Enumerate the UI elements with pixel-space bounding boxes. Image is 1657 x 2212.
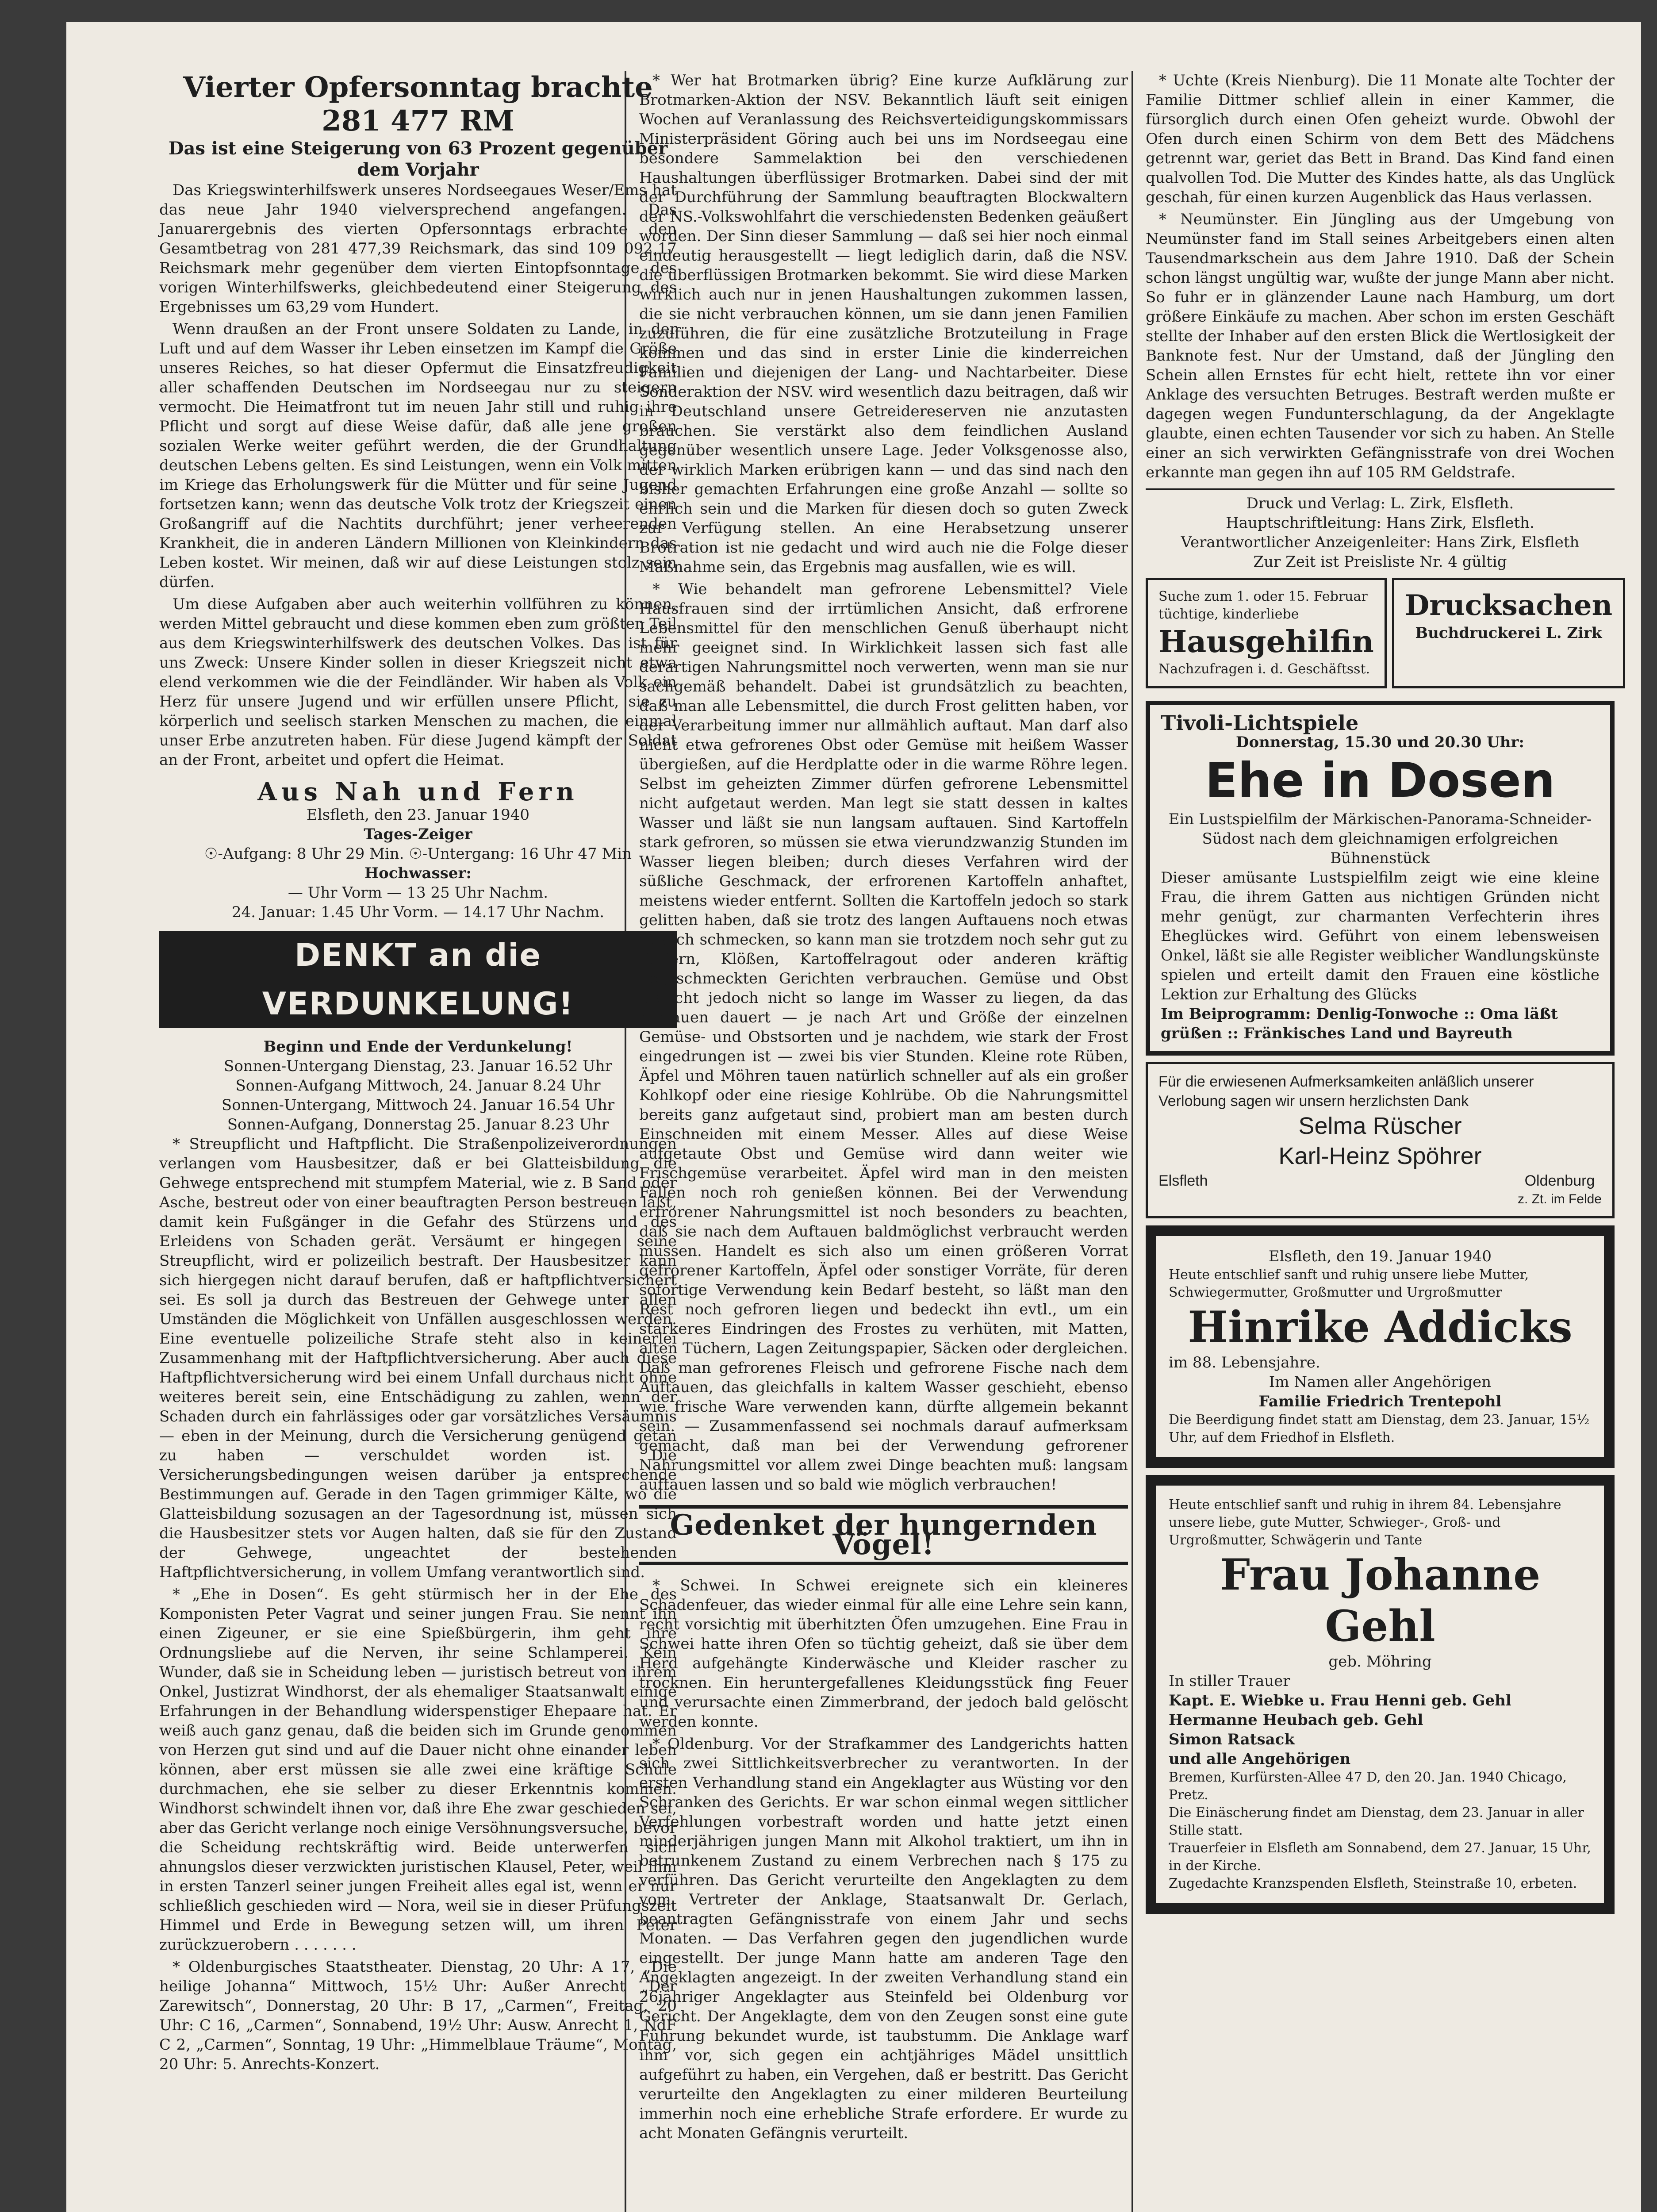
blackout-time: Sonnen-Aufgang Mittwoch, 24. Januar 8.24 Uhr [235, 1077, 601, 1094]
ad-title: Drucksachen [1404, 589, 1613, 622]
small-ads-row [1146, 572, 1615, 695]
obituary-family-intro: Im Namen aller Angehörigen [1269, 1373, 1492, 1391]
ad-text: Buchdruckerei L. Zirk [1415, 624, 1602, 642]
place: Elsfleth [1158, 1172, 1208, 1189]
article-theater: * Oldenburgisches Staatstheater. Dienstag, 20 Uhr: A 17, „Die heilige Johanna“ Mittwoch, 15½ Uhr: Außer Anrecht „Der Zarewitsch“, Donnerstag, 20 Uhr: B 17, „Carmen“, Freitag, 20 Uhr: C 16, „Carmen“, Sonnabend, 19½ Uhr: Ausw. Anrecht 1, NdF C 2, „Carmen“, Sonntag, 19 Uhr: „Himmelblaue Träume“, Montag, 20 Uhr: 5. Anrechts-Konzert. [159, 1958, 677, 2073]
obituary-funeral: Die Einäscherung findet am Dienstag, dem 23. Januar in aller Stille statt. [1169, 1805, 1584, 1838]
article-uchte: * Uchte (Kreis Nienburg). Die 11 Monate alte Tochter der Familie Dittmer schlief allein in einer Kammer, die fürsorglich durch einen Ofen geheizt wurde. Obwohl der Ofen durch einen Schirm von dem Bett des Mädchens getrennt war, geriet das Bett in Brand. Das Kind fand einen qualvollen Tod. Die Mutter des Kindes hatte, als das Unglück geschah, für einen kurzen Augenblick das Haus verlassen. [1146, 72, 1615, 206]
ad-text: Ein Lustspielfilm der Märkischen-Panorama-Schneider-Südost nach dem gleichnamigen erfolgreichen Bühnenstück [1168, 810, 1592, 867]
article-schwei: * Schwei. In Schwei ereignete sich ein kleineres Schadenfeuer, das wieder einmal für alle eine Lehre sein kann, recht vorsichtig mit überhitzten Öfen umzugehen. Eine Frau in Schwei hatte ihren Ofen so tüchtig geheizt, daß sie über dem Herd aufgehängte Kinderwäsche und Kleider rascher zu trocknen. Ein heruntergefallenes Kleidungsstück fing Feuer und verursachte einen Zimmerbrand, der jedoch bald gelöscht werden konnte. [639, 1577, 1128, 1731]
tageszeiger-title: Tages-Zeiger [364, 826, 472, 843]
obituary-born: geb. Möhring [1328, 1653, 1432, 1671]
place: Oldenburg [1524, 1172, 1595, 1189]
article-gefrorene-lebensmittel: * Wie behandelt man gefrorene Lebensmittel? Viele Hausfrauen sind der irrtümlichen Ansicht, daß erfrorene Lebensmittel für den menschlichen Genuß überhaupt nicht mehr geeignet sind. In Wirklichkeit lassen sich fast alle derartigen Nahrungsmittel noch verwerten, wenn man sie nur sachgemäß behandelt. Dabei ist grundsätzlich zu beachten, daß man alle Lebensmittel, die durch Frost gelitten haben, vor der Verarbeitung immer nur allmählich auftaut. Man darf also nicht etwa gefrorenes Obst oder Gemüse mit heißem Wasser übergießen, auf die Herdplatte oder in die warme Röhre legen. Selbst im geheizten Zimmer dürfen gefrorene Lebensmittel nicht aufgetaut werden. Man legt sie statt dessen in kaltes Wasser und läßt sie nun langsam auftauen. Sind Kartoffeln stark gefroren, so müssen sie etwa vierundzwanzig Stunden im Wasser liegen bleiben; durch dieses Verfahren wird der süßliche Geschmack, der erfrorenen Kartoffeln anhaftet, meistens wieder entfernt. Sollten die Kartoffeln jedoch so stark gelitten haben, daß sie trotz des langen Auftauens noch etwas süßlich schmecken, so kann man sie trotzdem noch sehr gut zu Puffern, Klößen, Kartoffelragout oder anderen kräftig abgeschmeckten Gerichten verbrauchen. Gemüse und Obst braucht jedoch nicht so lange im Wasser zu liegen, da das Auftauen dauert — je nach Art und Größe der einzelnen Gemüse- und Obstsorten und je nachdem, wie stark der Frost eingedrungen ist — zwei bis vier Stunden. Kleine rote Rüben, Äpfel und Möhren tauen natürlich schneller auf als ein großer Kohlkopf oder eine riesige Kohlrübe. Ob die Nahrungsmittel bereits ganz aufgetaut sind, probiert man am besten durch Einschneiden mit einem Messer. Alles auf diese Weise aufgetaute Obst und Gemüse wird dann weiter wie Frischgemüse verarbeitet. Äpfel wird man in den meisten Fällen noch roh genießen können. Bei der Verwendung erfrorener Nahrungsmittel ist noch besonders zu beachten, daß sie nach dem Auftauen baldmöglichst verbraucht werden müssen. Handelt es sich also um einen größeren Vorrat gefrorener Kartoffeln, Äpfel oder sonstiger Vorräte, für deren sofortige Verwendung kein Bedarf besteht, so läßt man den Rest noch gefroren liegen und bedeckt ihn evtl., um ein stärkeres Eindringen des Frostes zu verhüten, mit Matten, alten Tüchern, Lagen Zeitungspapier, Säcken oder dergleichen. Daß man gefrorenes Fleisch und gefrorene Fische nach dem Auftauen, das gleichfalls in kaltem Wasser geschieht, ebenso wie frische Ware verwenden kann, dürfte allgemein bekannt sein. — Zusammenfassend sei nochmals darauf aufmerksam gemacht, daß man bei der Verwendung gefrorener Nahrungsmittel vor allem zwei Dinge beachten muß: langsam auftauen lassen und so bald wie möglich verbrauchen! [639, 580, 1128, 1494]
article-neumuenster: * Neumünster. Ein Jüngling aus der Umgebung von Neumünster fand im Stall seines Arbeitgebers einen alten Tausendmarkschein aus dem Jahre 1910. Daß der Schein schon längst ungültig war, wußte der junge Mann aber nicht. So fuhr er in glänzender Laune nach Hamburg, um dort größere Einkäufe zu machen. Aber schon im ersten Geschäft stellte der Inhaber auf den ersten Blick die Wertlosigkeit der Banknote fest. Nur der Umstand, daß der Jüngling den Schein allen Ernstes für echt hielt, rettete ihn vor einer Anklage des versuchten Betruges. Bestraft werden mußte er dagegen wegen Fundunterschlagung, da der Angeklagte glaubte, einen echten Tausender vor sich zu haben. An Stelle einer an sich verwirkten Gefängnisstrafe von drei Wochen erkannte man gegen ihn auf 105 RM Geldstrafe. [1146, 211, 1615, 481]
article-oldenburg: * Oldenburg. Vor der Strafkammer des Landgerichts hatten sich zwei Sittlichkeitsverbrecher zu verantworten. In der ersten Verhandlung stand ein Angeklagter aus Wüsting vor den Schranken des Gerichts. Er war schon einmal wegen sittlicher Verfehlungen vorbestraft worden und hatte jetzt einen minderjährigen jungen Mann mit Alkohol traktiert, um ihn in betrunkenem Zustand zu einem Verbrechen nach § 175 zu verführen. Das Gericht verurteilte den Angeklagten zu dem vom Vertreter der Anklage, Staatsanwalt Dr. Gerlach, beantragten Gefängnisstrafe von einem Jahr und sechs Monaten. — Das Verfahren gegen den jugendlichen wurde eingestellt. Der junge Mann hatte am anderen Tage den Angeklagten angezeigt. In der zweiten Verhandlung stand ein 26jähriger Angeklagter aus Steinfeld bei Oldenburg vor Gericht. Der Angeklagte, dem von den Zeugen sonst eine gute Führung bekundet wurde, ist taubstumm. Die Anklage warf ihm vor, sich gegen ein achtjähriges Mädel unsittlich aufgeführt zu haben, ein Vergehen, daß er bestritt. Das Gericht verurteilte den Angeklagten zu einer milderen Beurteilung immerhin noch eine erhebliche Strafe erfordere. Er wurde zu acht Monaten Gefängnis verurteilt. [639, 1735, 1128, 2142]
ad-obituary [1146, 1475, 1615, 1914]
section-title: Aus Nah und Fern [257, 777, 579, 806]
obituary-name: Hinrike Addicks [1188, 1302, 1573, 1352]
column-right [1146, 71, 1615, 1921]
ad-tivoli [1146, 701, 1615, 1056]
ad-title: Tivoli-Lichtspiele [1161, 711, 1359, 735]
article-ehe-in-dosen: * „Ehe in Dosen“. Es geht stürmisch her in der Ehe des Komponisten Peter Vagrat und seiner jungen Frau. Sie nennt ihn einen Zigeuner, er sie eine Spießbürgerin, ihm geht ihre Ordnungsliebe auf die Nerven, ihr seine Schlamperei. Kein Wunder, daß sie in Scheidung leben — juristisch betreut von ihrem Onkel, Justizrat Windhorst, der als ehemaliger Staatsanwalt einige Erfahrungen in der Behandlung widerspenstiger Ehepaare hat. Er weiß auch ganz genau, daß die beiden sich im Grunde genommen von Herzen gut sind und auf die Dauer nicht ohne einander leben können, aber erst müssen sie alle zwei eine kräftige Schule durchmachen, ehe sie selber zu dieser Erkenntnis kommen. Windhorst schwindelt ihnen vor, daß ihre Ehe zwar geschieden sei, aber das Gericht verlange noch einige Versöhnungsversuche, bevor die Scheidung rechtskräftig wird. Beide unterwerfen sich ahnungslos dieser verzwickten juristischen Klausel, Peter, weil ihm in ersten Tanzerl seiner jungen Freiheit alles egal ist, wenn er nur schließlich geschieden wird — Nora, weil sie in dieser Prüfungszeit Himmel und Erde in Bewegung setzen will, um ihren Peter zurückzuerobern . . . . . . . [159, 1586, 677, 1954]
column-rule [1132, 71, 1133, 2212]
ad-title: Hausgehilfin [1158, 624, 1374, 660]
obituary-family: Hermanne Heubach geb. Gehl [1169, 1711, 1423, 1729]
film-title: Ehe in Dosen [1205, 753, 1555, 808]
ad-obituary [1146, 1225, 1615, 1468]
blackout-title: Beginn und Ende der Verdunkelung! [263, 1038, 573, 1056]
obituary-funeral: Die Beerdigung findet statt am Dienstag, dem 23. Januar, 15½ Uhr, auf dem Friedhof in Elsfleth. [1169, 1412, 1590, 1445]
newspaper-page [66, 22, 1641, 2212]
ad-text: Nachzufragen i. d. Geschäftsst. [1158, 661, 1370, 677]
ad-text: Dieser amüsante Lustspielfilm zeigt wie eine kleine Frau, die ihrem Gatten aus nichtigen Gründen nicht mehr genügt, zur charmanten Verfechterin ihres Eheglückes wird. Geführt von einem lebensweisen Onkel, läßt sie alle Register weiblicher Wandlungskünste spielen und erteilt damit den Frauen eine köstliche Lektion zur Erhaltung des Glücks [1161, 869, 1599, 1003]
column-middle [639, 71, 1128, 2146]
blackout-time: Sonnen-Untergang, Mittwoch 24. Januar 16.54 Uhr [221, 1096, 615, 1114]
person-name: Karl-Heinz Spöhrer [1278, 1143, 1482, 1169]
imprint-line: Druck und Verlag: L. Zirk, Elsfleth. [1246, 495, 1514, 512]
hochwasser-line: 24. Januar: 1.45 Uhr Vorm. — 14.17 Uhr Nachm. [231, 903, 605, 921]
imprint [1146, 488, 1615, 572]
article-brotmarken: * Wer hat Brotmarken übrig? Eine kurze Aufklärung zur Brotmarken-Aktion der NSV. Bekanntlich läuft seit einigen Wochen auf Veranlassung des Reichsverteidigungskommissars Ministerpräsident Göring auch bei uns im Nordseegau eine besondere Sammelaktion bei den verschiedenen Haushaltungen überflüssiger Brotmarken. Dabei sind der mit der Durchführung der Sammlung beauftragten Blockwaltern der NS.-Volkswohlfahrt die verschiedensten Bedenken geäußert worden. Der Sinn dieser Sammlung — daß sei hier noch einmal eindeutig herausgestellt — liegt lediglich darin, daß die NSV. die überflüssigen Brotmarken bekommt. Sie wird diese Marken wirklich auch nur in jenen Haushaltungen zukommen lassen, die sie nicht verbrauchen können, um sie dann jenen Familien zuzuführen, die für eine zusätzliche Brotzuteilung in Frage kommen und das sind in erster Linie die kinderreichen Familien und diejenigen der Lang- und Nachtarbeiter. Diese Sonderaktion der NSV. wird wesentlich dazu beitragen, daß wir in Deutschland unsere Getreidereserven nie anzutasten brauchen. Sie verstärkt also dem feindlichen Ausland gegenüber wesentlich unsere Lage. Jeder Volksgenosse also, der wirklich Marken erübrigen kann — und das sind nach den bisher gemachten Erfahrungen eine große Anzahl — sollte so ehrlich sein und die Marken für diesen doch so guten Zweck zur Verfügung stellen. An eine Herabsetzung unserer Brotration ist nie gedacht und wird auch nie die Folge dieser Maßnahme sein, das Ergebnis mag ausfallen, wie es will. [639, 72, 1128, 576]
imprint-line: Verantwortlicher Anzeigenleiter: Hans Zirk, Elsfleth [1181, 534, 1580, 551]
article-paragraph: Wenn draußen an der Front unsere Soldaten zu Lande, in der Luft und auf dem Wasser ihr Leben einsetzen im Kampf die Größe unseres Reiches, so hat dieser Opfermut die Einsatzfreudigkeit aller schaffenden Deutschen im Nordseegau nur zu steigern vermocht. Die Heimatfront tut im neuen Jahr still und ruhig ihre Pflicht und sorgt auf diese Weise dafür, daß alle jene großen sozialen Werke weiter geführt werden, die der Grundhaltung deutschen Lebens gelten. Es sind Leistungen, wenn ein Volk mitten im Kriege das Erholungswerk für die Mütter und für seine Jugend fortsetzen kann; wenn das deutsche Volk trotz der Kriegszeit einen Großangriff auf die Nachtits durchführt; jener verheerenden Krankheit, die in anderen Ländern Millionen von Kleinkindern das Leben kostet. Wir meinen, daß wir auf diese Leistungen stolz sein dürfen. [159, 320, 677, 591]
ad-program: Im Beiprogramm: Denlig-Tonwoche :: Oma läßt grüßen :: Fränkisches Land und Bayreuth [1161, 1005, 1558, 1042]
article-paragraph: Das Kriegswinterhilfswerk unseres Nordseegaues Weser/Ems hat das neue Jahr 1940 vielversprechend angefangen. Das Januarergebnis des vierten Opfersonntags erbrachte den Gesamtbetrag von 281 477,39 Reichsmark, das sind 109 092,17 Reichsmark mehr gegenüber dem vierten Eintopfsonntage des vorigen Winterhilfswerks, gleichbedeutend einer Steigerung des Ergebnisses um 63,29 vom Hundert. [159, 181, 677, 316]
obituary-text: Heute entschlief sanft und ruhig in ihrem 84. Lebensjahre unsere liebe, gute Mutter, Schwieger-, Groß- und Urgroßmutter, Schwägerin und Tante [1169, 1497, 1561, 1548]
article-streupflicht: * Streupflicht und Haftpflicht. Die Straßenpolizeiverordnungen verlangen vom Hausbesitzer, daß er bei Glatteisbildung die Gehwege entsprechend mit stumpfem Material, wie z. B Sand oder Asche, bestreut oder von einer beauftragten Person bestreuen läßt, damit kein Fußgänger in die Gefahr des Stürzens und des Erleidens von Schaden gerät. Versäumt er hingegen seine Streupflicht, wird er polizeilich bestraft. Der Hausbesitzer kann sich hiergegen nicht darauf berufen, daß er haftpflichtversichert sei. Es soll ja durch das Bestreuen der Gehwege unter allen Umständen die Möglichkeit von Unfällen ausgeschlossen werden. Eine eventuelle polizeiliche Strafe steht also in keinerlei Zusammenhang mit der Haftpflichtversicherung. Aber auch diese Haftpflichtversicherung wird bei einem Unfall durchaus nicht ohne weiteres bereit sein, eine Entschädigung zu zahlen, wenn der Schaden durch ein fahrlässiges oder gar vorsätzliches Versäumnis — eben in der Meinung, durch die Versicherung genügend getan zu haben — verschuldet worden ist. Die Versicherungsbedingungen weisen darüber ja entsprechende Bestimmungen auf. Gerade in den Tagen grimmiger Kälte, wo die Glatteisbildung sozusagen an der Tagesordnung ist, müssen sich die Hausbesitzer stets vor Augen halten, daß sie für den Zustand der Gehwege, ungeachtet der bestehenden Haftpflichtversicherung, in vollem Umfang verantwortlich sind. [159, 1135, 677, 1581]
article-headline: Vierter Opfersonntag brachte 281 477 RM [183, 71, 653, 138]
ad-hausgehilfin [1146, 578, 1387, 688]
sun-times: ☉-Aufgang: 8 Uhr 29 Min. ☉-Untergang: 16 Uhr 47 Min [204, 845, 632, 863]
article-paragraph: Um diese Aufgaben aber auch weiterhin vollführen zu können, werden Mittel gebraucht und diese kommen eben zum größten Teil aus dem Kriegswinterhilfswerk des deutschen Volkes. Das ist für uns Zweck: Unsere Kinder sollen in dieser Kriegszeit nicht etwa elend verkommen wie die der Feindländer. Wir haben als Volk ein Herz für unsere Jugend und wir erfüllen unsere Pflicht, sie zu körperlich und seelisch starken Menschen zu machen, die einmal unser Erbe anzutreten haben. Für diese Jugend kämpft der Soldat an der Front, arbeitet und opfert die Heimat. [159, 595, 677, 769]
obituary-family: Kapt. E. Wiebke u. Frau Henni geb. Gehl [1169, 1692, 1511, 1709]
birds-banner: Gedenket der hungernden Vögel! [639, 1505, 1128, 1565]
ad-time: Donnerstag, 15.30 und 20.30 Uhr: [1236, 733, 1524, 751]
obituary-date: Elsfleth, den 19. Januar 1940 [1268, 1248, 1492, 1265]
obituary-flowers: Zugedachte Kranzspenden Elsfleth, Steinstraße 10, erbeten. [1169, 1876, 1577, 1891]
ad-text: Suche zum 1. oder 15. Februar tüchtige, kinderliebe [1158, 589, 1368, 622]
hochwasser-title: Hochwasser: [364, 864, 472, 882]
place-note: z. Zt. im Felde [1517, 1192, 1602, 1206]
hochwasser-line: — Uhr Vorm — 13 25 Uhr Nachm. [288, 884, 548, 902]
dateline: Elsfleth, den 23. Januar 1940 [306, 806, 530, 824]
ad-text: Für die erwiesenen Aufmerksamkeiten anläßlich unserer Verlobung sagen wir unsern herzlichsten Dank [1158, 1073, 1534, 1110]
obituary-text: Heute entschlief sanft und ruhig unsere liebe Mutter, Schwiegermutter, Großmutter und Urgroßmutter [1169, 1267, 1529, 1300]
obituary-name: Frau Johanne Gehl [1220, 1550, 1541, 1651]
obituary-family: Simon Ratsack [1169, 1731, 1295, 1748]
obituary-age: im 88. Lebensjahre. [1169, 1354, 1320, 1371]
ad-thanks [1146, 1062, 1615, 1218]
obituary-place: Bremen, Kurfürsten-Allee 47 D, den 20. Jan. 1940 Chicago, Pretz. [1169, 1770, 1567, 1803]
obituary-service: Trauerfeier in Elsfleth am Sonnabend, dem 27. Januar, 15 Uhr, in der Kirche. [1169, 1840, 1591, 1874]
column-left [159, 71, 677, 2077]
ad-drucksachen [1392, 578, 1625, 688]
person-name: Selma Rüscher [1298, 1113, 1462, 1139]
obituary-intro: In stiller Trauer [1169, 1672, 1290, 1690]
obituary-family: Familie Friedrich Trentepohl [1258, 1393, 1502, 1410]
imprint-line: Hauptschriftleitung: Hans Zirk, Elsfleth. [1226, 514, 1534, 532]
blackout-time: Sonnen-Aufgang, Donnerstag 25. Januar 8.23 Uhr [227, 1116, 609, 1133]
obituary-family: und alle Angehörigen [1169, 1750, 1351, 1768]
imprint-line: Zur Zeit ist Preisliste Nr. 4 gültig [1253, 553, 1507, 571]
blackout-time: Sonnen-Untergang Dienstag, 23. Januar 16.52 Uhr [224, 1057, 612, 1075]
article-subheadline: Das ist eine Steigerung von 63 Prozent gegenüber dem Vorjahr [168, 138, 668, 180]
blackout-banner: DENKT an die VERDUNKELUNG! [159, 931, 677, 1028]
